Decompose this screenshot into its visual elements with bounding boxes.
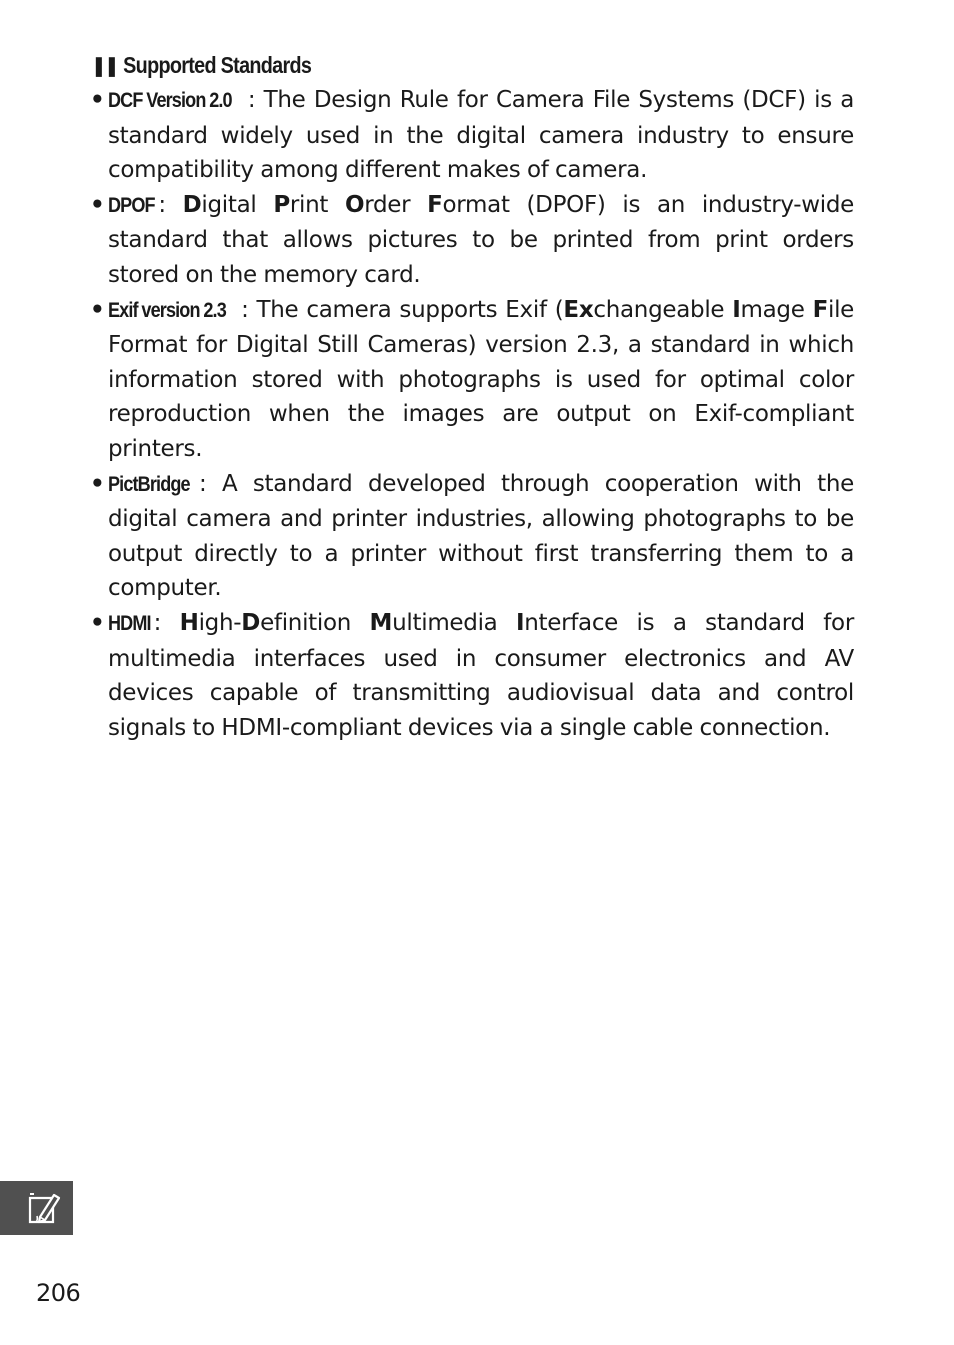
notes-pen-icon	[26, 1190, 62, 1226]
bullet: •	[90, 609, 105, 636]
acronym-letter: H	[179, 609, 199, 636]
page-number: 206	[36, 1279, 81, 1307]
description-text: igh-	[198, 609, 242, 636]
acronym-letter: I	[732, 296, 741, 323]
description-text: :	[153, 609, 180, 636]
description-text: ile Format for Digital Still Cameras) version 2.3, a standard in which information stored with photographs is used for optimal color reproduction when the images are output on Exif-compliant printers.	[108, 296, 855, 462]
description-text: : The camera supports Exif (	[241, 296, 564, 323]
description-text: rint	[289, 191, 345, 218]
description-text: efinition	[260, 609, 370, 636]
acronym-letter: F	[427, 191, 443, 218]
description-text: mage	[740, 296, 813, 323]
bullet: •	[90, 296, 105, 323]
description-dcf: : The Design Rule for Camera File Systems (DCF) is a standard widely used in the digital camera industry to ensure compatibility among different makes of camera.	[108, 87, 854, 184]
description-text: rder	[364, 191, 428, 218]
acronym-letter: F	[812, 296, 828, 323]
description-text: :	[158, 191, 183, 218]
heading-marker-icon: ❚❚	[92, 56, 119, 77]
description-pictbridge: : A standard developed through cooperation with the digital camera and printer industries, allowing photographs to be output directly to a printer without first transferring them to a computer.	[108, 470, 854, 602]
standard-item-hdmi	[88, 606, 854, 745]
description-text: ormat (DPOF) is an industry-wide standard that allows pictures to be printed from print orders stored on the memory card.	[108, 191, 855, 288]
standards-list	[88, 83, 854, 745]
acronym-letter: M	[369, 609, 393, 636]
bullet: •	[90, 87, 105, 113]
term-dpof: DPOF	[108, 193, 155, 217]
standard-item-pictbridge	[88, 467, 854, 606]
standard-item-dcf	[88, 83, 854, 188]
bullet: •	[90, 470, 105, 497]
description-text: nterface is a standard for multimedia interfaces used in consumer electronics and AV devices capable of transmitting audiovisual data and control signals to HDMI-compliant devices via a single cable connection.	[108, 609, 854, 741]
acronym-letter: O	[344, 191, 365, 218]
section-heading	[92, 50, 311, 82]
bullet: •	[90, 191, 105, 218]
description-text: changeable	[593, 296, 733, 323]
acronym-letter: D	[182, 191, 202, 218]
standard-item-exif	[88, 293, 854, 467]
description-text: ultimedia	[392, 609, 516, 636]
standard-item-dpof	[88, 188, 854, 293]
description-text: igital	[201, 191, 274, 218]
term-exif: Exif version 2.3	[108, 298, 226, 322]
term-hdmi: HDMI	[108, 611, 151, 635]
acronym-letter: D	[241, 609, 261, 636]
acronym-letter: I	[515, 609, 525, 636]
term-dcf: DCF Version 2.0	[108, 89, 232, 112]
heading-title: Supported Standards	[123, 52, 312, 78]
term-pictbridge: PictBridge	[108, 472, 190, 496]
acronym-letter: P	[273, 191, 290, 218]
acronym-letter: Ex	[563, 296, 594, 323]
section-tab	[0, 1181, 73, 1235]
